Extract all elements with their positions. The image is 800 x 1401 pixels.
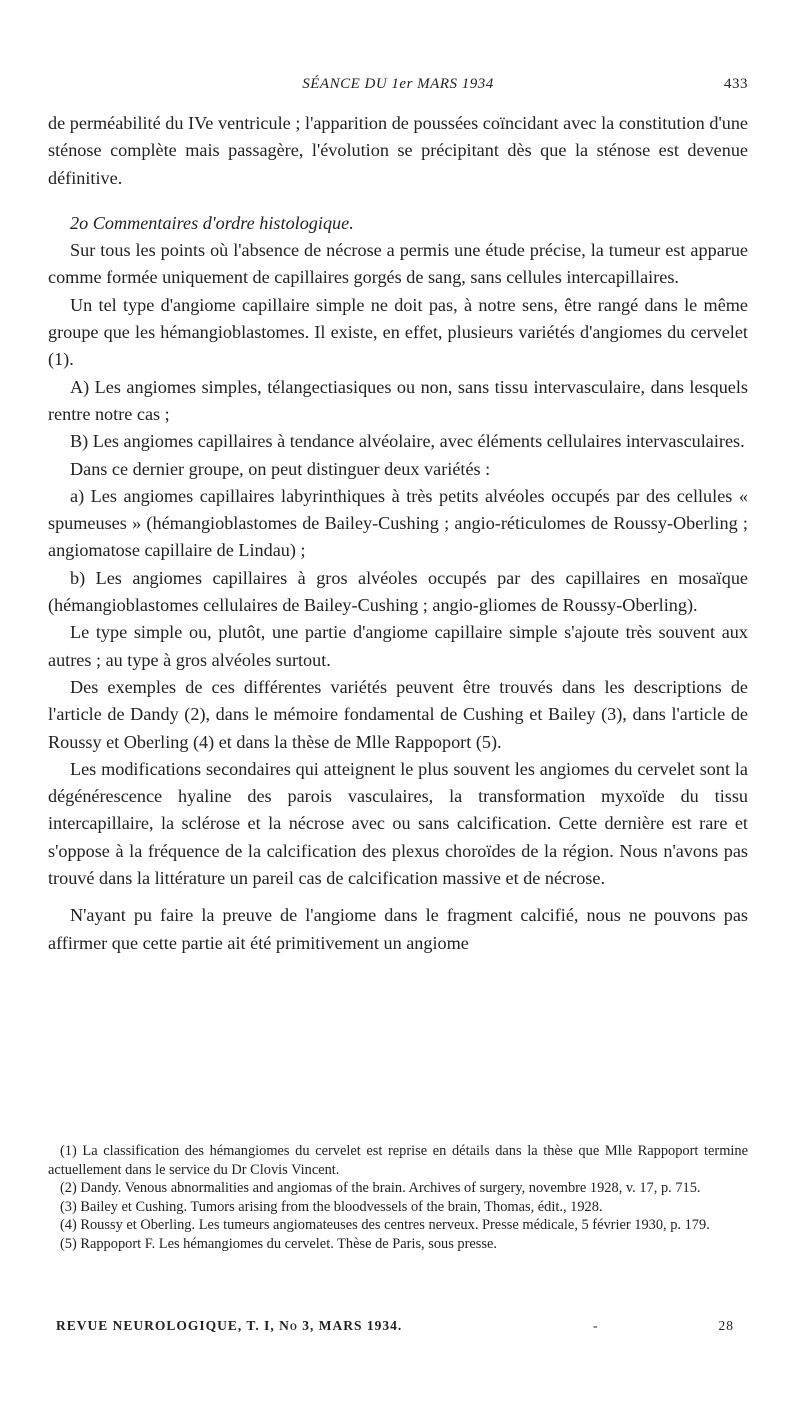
paragraph-11: Les modifications secondaires qui atteignent le plus souvent les angiomes du cervelet sont la dégénérescence hyaline des parois vasculaires, la transformation myxoïde du tissu intercapillaire, la sclérose et la nécrose avec ou sans calcification. Cette dernière est rare et s'oppose à la fréquence de la calcification des plexus choroïdes de la région. Nous n'avons pas trouvé dans la littérature un pareil cas de calcification massive et de nécrose. <box>48 758 748 889</box>
paragraph-3: Un tel type d'angiome capillaire simple ne doit pas, à notre sens, être rangé dans le même groupe que les hémangioblastomes. Il existe, en effet, plusieurs variétés d'angiomes du cervelet (1). <box>48 294 748 370</box>
paragraph-5: B) Les angiomes capillaires à tendance alvéolaire, avec éléments cellulaires intervasculaires. <box>70 431 745 452</box>
page-number: 433 <box>724 76 748 92</box>
running-head: SÉANCE DU 1er MARS 1934 <box>302 76 494 92</box>
footer-mark: - <box>593 1318 599 1333</box>
footnote-2: (2) Dandy. Venous abnormalities and angiomas of the brain. Archives of surgery, novembre 1928, v. 17, p. 715. <box>60 1180 701 1196</box>
paragraph-10: Des exemples de ces différentes variétés peuvent être trouvés dans les descriptions de l'article de Dandy (2), dans le mémoire fondamental de Cushing et Bailey (3), dans l'article de Roussy et Oberling (4) et dans la thèse de Mlle Rappoport (5). <box>48 676 748 752</box>
paragraph-1: de perméabilité du IVe ventricule ; l'apparition de poussées coïncidant avec la constitution d'une sténose complète mais passagère, l'évolution se précipitant dès que la sténose est devenue définitive. <box>48 113 748 188</box>
footnote-1: (1) La classification des hémangiomes du cervelet est reprise en détails dans la thèse que Mlle Rappoport termine actuellement dans le service du Dr Clovis Vincent. <box>48 1143 748 1178</box>
paragraph-12: N'ayant pu faire la preuve de l'angiome dans le fragment calcifié, nous ne pouvons pas affirmer que cette partie ait été primitivement un angiome <box>48 905 748 953</box>
paragraph-4: A) Les angiomes simples, télangectiasiques ou non, sans tissu intervasculaire, dans lesquels rentre notre cas ; <box>48 376 748 424</box>
signature-mark: 28 <box>718 1318 734 1333</box>
page-header <box>48 76 748 96</box>
paragraph-6: Dans ce dernier groupe, on peut distinguer deux variétés : <box>70 458 491 479</box>
paragraph-2: Sur tous les points où l'absence de nécrose a permis une étude précise, la tumeur est apparue comme formée uniquement de capillaires gorgés de sang, sans cellules intercapillaires. <box>48 240 748 288</box>
paragraph-7: a) Les angiomes capillaires labyrinthiques à très petits alvéoles occupés par des cellules « spumeuses » (hémangioblastomes de Bailey-Cushing ; angio-réticulomes de Roussy-Oberling ; angiomatose capillaire de Lindau) ; <box>48 485 748 561</box>
footnote-5: (5) Rappoport F. Les hémangiomes du cervelet. Thèse de Paris, sous presse. <box>60 1235 497 1252</box>
footnotes <box>48 1142 748 1253</box>
section-heading: 2o Commentaires d'ordre histologique. <box>70 212 354 233</box>
footnote-4: (4) Roussy et Oberling. Les tumeurs angiomateuses des centres nerveux. Presse médicale, 5 février 1930, p. 179. <box>60 1217 710 1233</box>
body-text <box>48 110 748 957</box>
paragraph-9: Le type simple ou, plutôt, une partie d'angiome capillaire simple s'ajoute très souvent aux autres ; au type à gros alvéoles surtout. <box>48 622 748 670</box>
footnote-3: (3) Bailey et Cushing. Tumors arising from the bloodvessels of the brain, Thomas, édit., 1928. <box>60 1198 603 1215</box>
page-footer <box>48 1318 748 1338</box>
journal-citation: REVUE NEUROLOGIQUE, T. I, No 3, MARS 1934. <box>56 1318 403 1333</box>
paragraph-8: b) Les angiomes capillaires à gros alvéoles occupés par des capillaires en mosaïque (hémangioblastomes cellulaires de Bailey-Cushing ; angio-gliomes de Roussy-Oberling). <box>48 567 748 616</box>
